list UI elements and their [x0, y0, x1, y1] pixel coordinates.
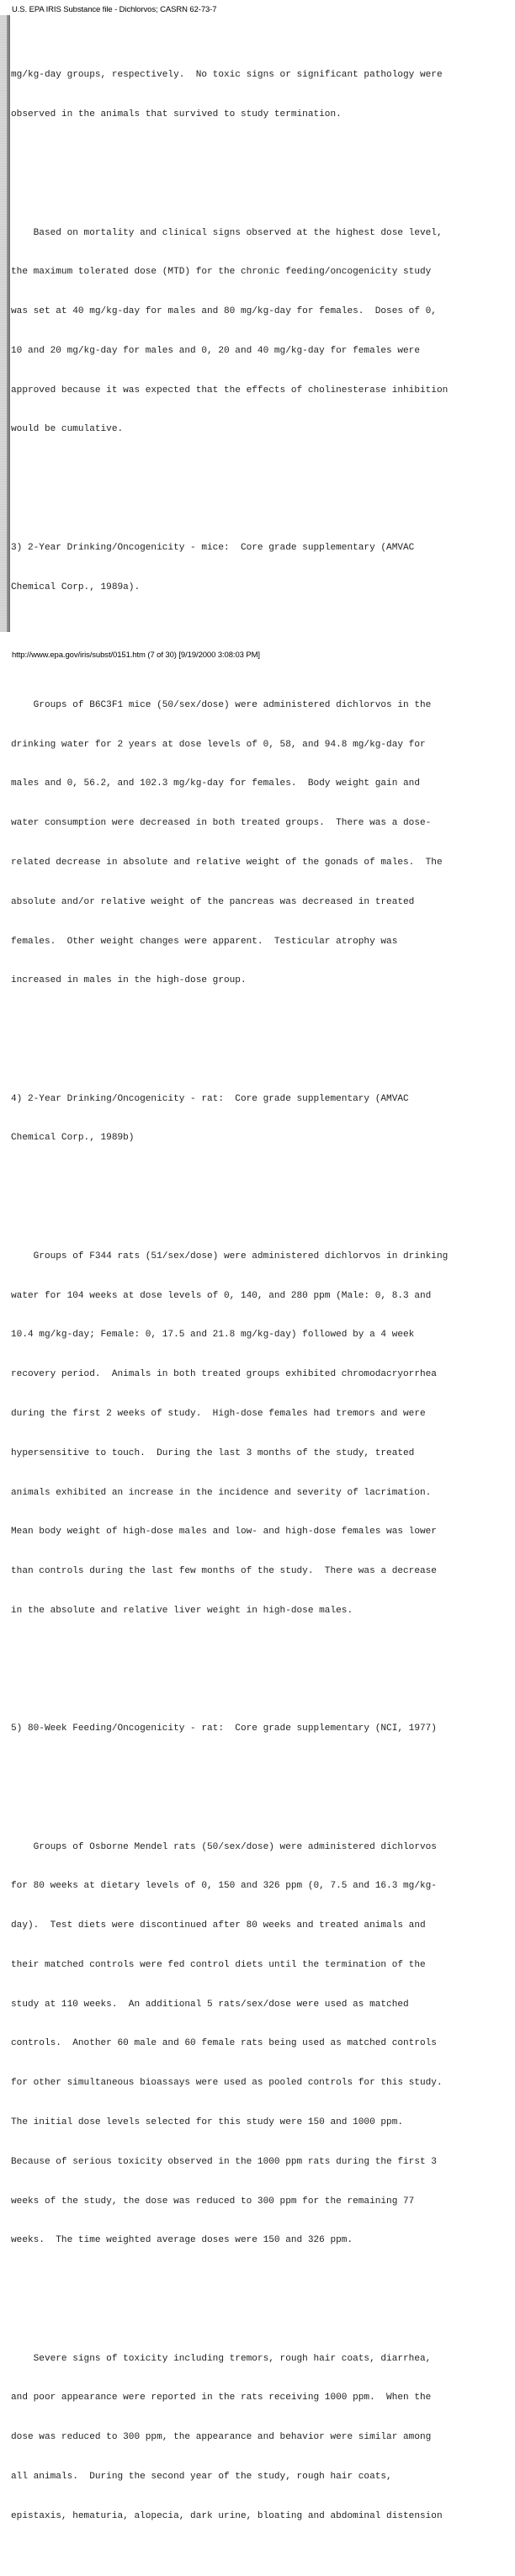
text-line: and poor appearance were reported in the rats receiving 1000 ppm. When the [11, 2393, 432, 2403]
text-line: Based on mortality and clinical signs observed at the highest dose level, [11, 227, 443, 238]
page-header-title: U.S. EPA IRIS Substance file - Dichlorvos; CASRN 62-73-7 [12, 5, 217, 14]
text-line: 5) 80-Week Feeding/Oncogenicity - rat: Core grade supplementary (NCI, 1977) [11, 1724, 437, 1734]
text-line: Severe signs of toxicity including tremors, rough hair coats, diarrhea, [11, 2353, 432, 2364]
text-line: mg/kg-day groups, respectively. No toxic signs or significant pathology were [11, 70, 443, 81]
text-line: water for 104 weeks at dose levels of 0, 140, and 280 ppm (Male: 0, 8.3 and [11, 1290, 432, 1301]
text-line: weeks of the study, the dose was reduced to 300 ppm for the remaining 77 [11, 2196, 415, 2207]
text-line: 3) 2-Year Drinking/Oncogenicity - mice: Core grade supplementary (AMVAC [11, 542, 415, 553]
text-line: than controls during the last few months of the study. There was a decrease [11, 1566, 437, 1577]
text-line: approved because it was expected that the effects of cholinesterase inhibition [11, 385, 449, 396]
text-line: water consumption were decreased in both treated groups. There was a dose- [11, 818, 432, 829]
paragraph-continuation [11, 43, 512, 148]
text-line: The initial dose levels selected for this study were 150 and 1000 ppm. [11, 2117, 404, 2127]
text-line: in the absolute and relative liver weight in high-dose males. [11, 1605, 353, 1616]
text-line: dose was reduced to 300 ppm, the appearance and behavior were similar among [11, 2432, 432, 2443]
text-line: hypersensitive to touch. During the last 3 months of the study, treated [11, 1447, 415, 1458]
text-line: Groups of F344 rats (51/sex/dose) were administered dichlorvos in drinking [11, 1251, 449, 1261]
text-line: day). Test diets were discontinued after 80 weeks and treated animals and [11, 1920, 426, 1931]
text-line: was set at 40 mg/kg-day for males and 80 mg/kg-day for females. Doses of 0, [11, 306, 437, 317]
page-footer-url: http://www.epa.gov/iris/subst/0151.htm (7 of 30) [9/19/2000 3:08:03 PM] [12, 651, 260, 660]
text-line: 4) 2-Year Drinking/Oncogenicity - rat: Core grade supplementary (AMVAC [11, 1093, 409, 1104]
text-line: all animals. During the second year of the study, rough hair coats, [11, 2472, 392, 2483]
text-line: Chemical Corp., 1989a). [11, 582, 141, 592]
section-heading-3 [11, 516, 512, 621]
text-line: epistaxis, hematuria, alopecia, dark urine, bloating and abdominal distension [11, 2510, 443, 2521]
paragraph-mice-study [11, 673, 512, 1014]
text-line: their matched controls were fed control diets until the termination of the [11, 1959, 426, 1970]
text-line: Chemical Corp., 1989b) [11, 1133, 135, 1144]
text-line: Groups of B6C3F1 mice (50/sex/dose) were administered dichlorvos in the [11, 699, 432, 710]
text-line: 10.4 mg/kg-day; Female: 0, 17.5 and 21.8 mg/kg-day) followed by a 4 week [11, 1330, 415, 1341]
section-heading-5 [11, 1697, 512, 1762]
text-line: related decrease in absolute and relative weight of the gonads of males. The [11, 858, 443, 868]
text-line: absolute and/or relative weight of the pancreas was decreased in treated [11, 896, 415, 907]
text-line: study at 110 weeks. An additional 5 rats/sex/dose were used as matched [11, 1999, 409, 2010]
text-line: drinking water for 2 years at dose levels of 0, 58, and 94.8 mg/kg-day for [11, 739, 426, 750]
text-line: animals exhibited an increase in the incidence and severity of lacrimation. [11, 1487, 432, 1498]
text-line: Groups of Osborne Mendel rats (50/sex/dose) were administered dichlorvos [11, 1841, 437, 1852]
text-line: observed in the animals that survived to study termination. [11, 109, 342, 120]
text-line: Because of serious toxicity observed in the 1000 ppm rats during the first 3 [11, 2156, 437, 2167]
text-line: controls. Another 60 male and 60 female rats being used as matched controls [11, 2038, 437, 2049]
text-line: females. Other weight changes were apparent. Testicular atrophy was [11, 936, 398, 947]
text-line: the maximum tolerated dose (MTD) for the chronic feeding/oncogenicity study [11, 267, 432, 278]
document-body [11, 17, 512, 2576]
paragraph-f344-rat-study [11, 1224, 512, 1644]
paragraph-mtd [11, 200, 512, 463]
text-line: Mean body weight of high-dose males and low- and high-dose females was lower [11, 1527, 437, 1538]
text-line: 10 and 20 mg/kg-day for males and 0, 20 and 40 mg/kg-day for females were [11, 345, 420, 356]
left-margin-bar-edge [7, 15, 10, 632]
section-heading-4 [11, 1067, 512, 1172]
text-line: recovery period. Animals in both treated groups exhibited chromodacryorrhea [11, 1369, 437, 1380]
text-line: would be cumulative. [11, 424, 124, 435]
text-line: increased in males in the high-dose group. [11, 975, 247, 986]
text-line: for other simultaneous bioassays were used as pooled controls for this study. [11, 2078, 443, 2089]
paragraph-osborne-mendel-study [11, 1814, 512, 2274]
paragraph-toxicity-signs [11, 2327, 512, 2550]
text-line: for 80 weeks at dietary levels of 0, 150 and 326 ppm (0, 7.5 and 16.3 mg/kg- [11, 1881, 437, 1892]
text-line: weeks. The time weighted average doses were 150 and 326 ppm. [11, 2235, 353, 2246]
text-line: males and 0, 56.2, and 102.3 mg/kg-day for females. Body weight gain and [11, 778, 420, 789]
text-line: during the first 2 weeks of study. High-dose females had tremors and were [11, 1408, 426, 1419]
